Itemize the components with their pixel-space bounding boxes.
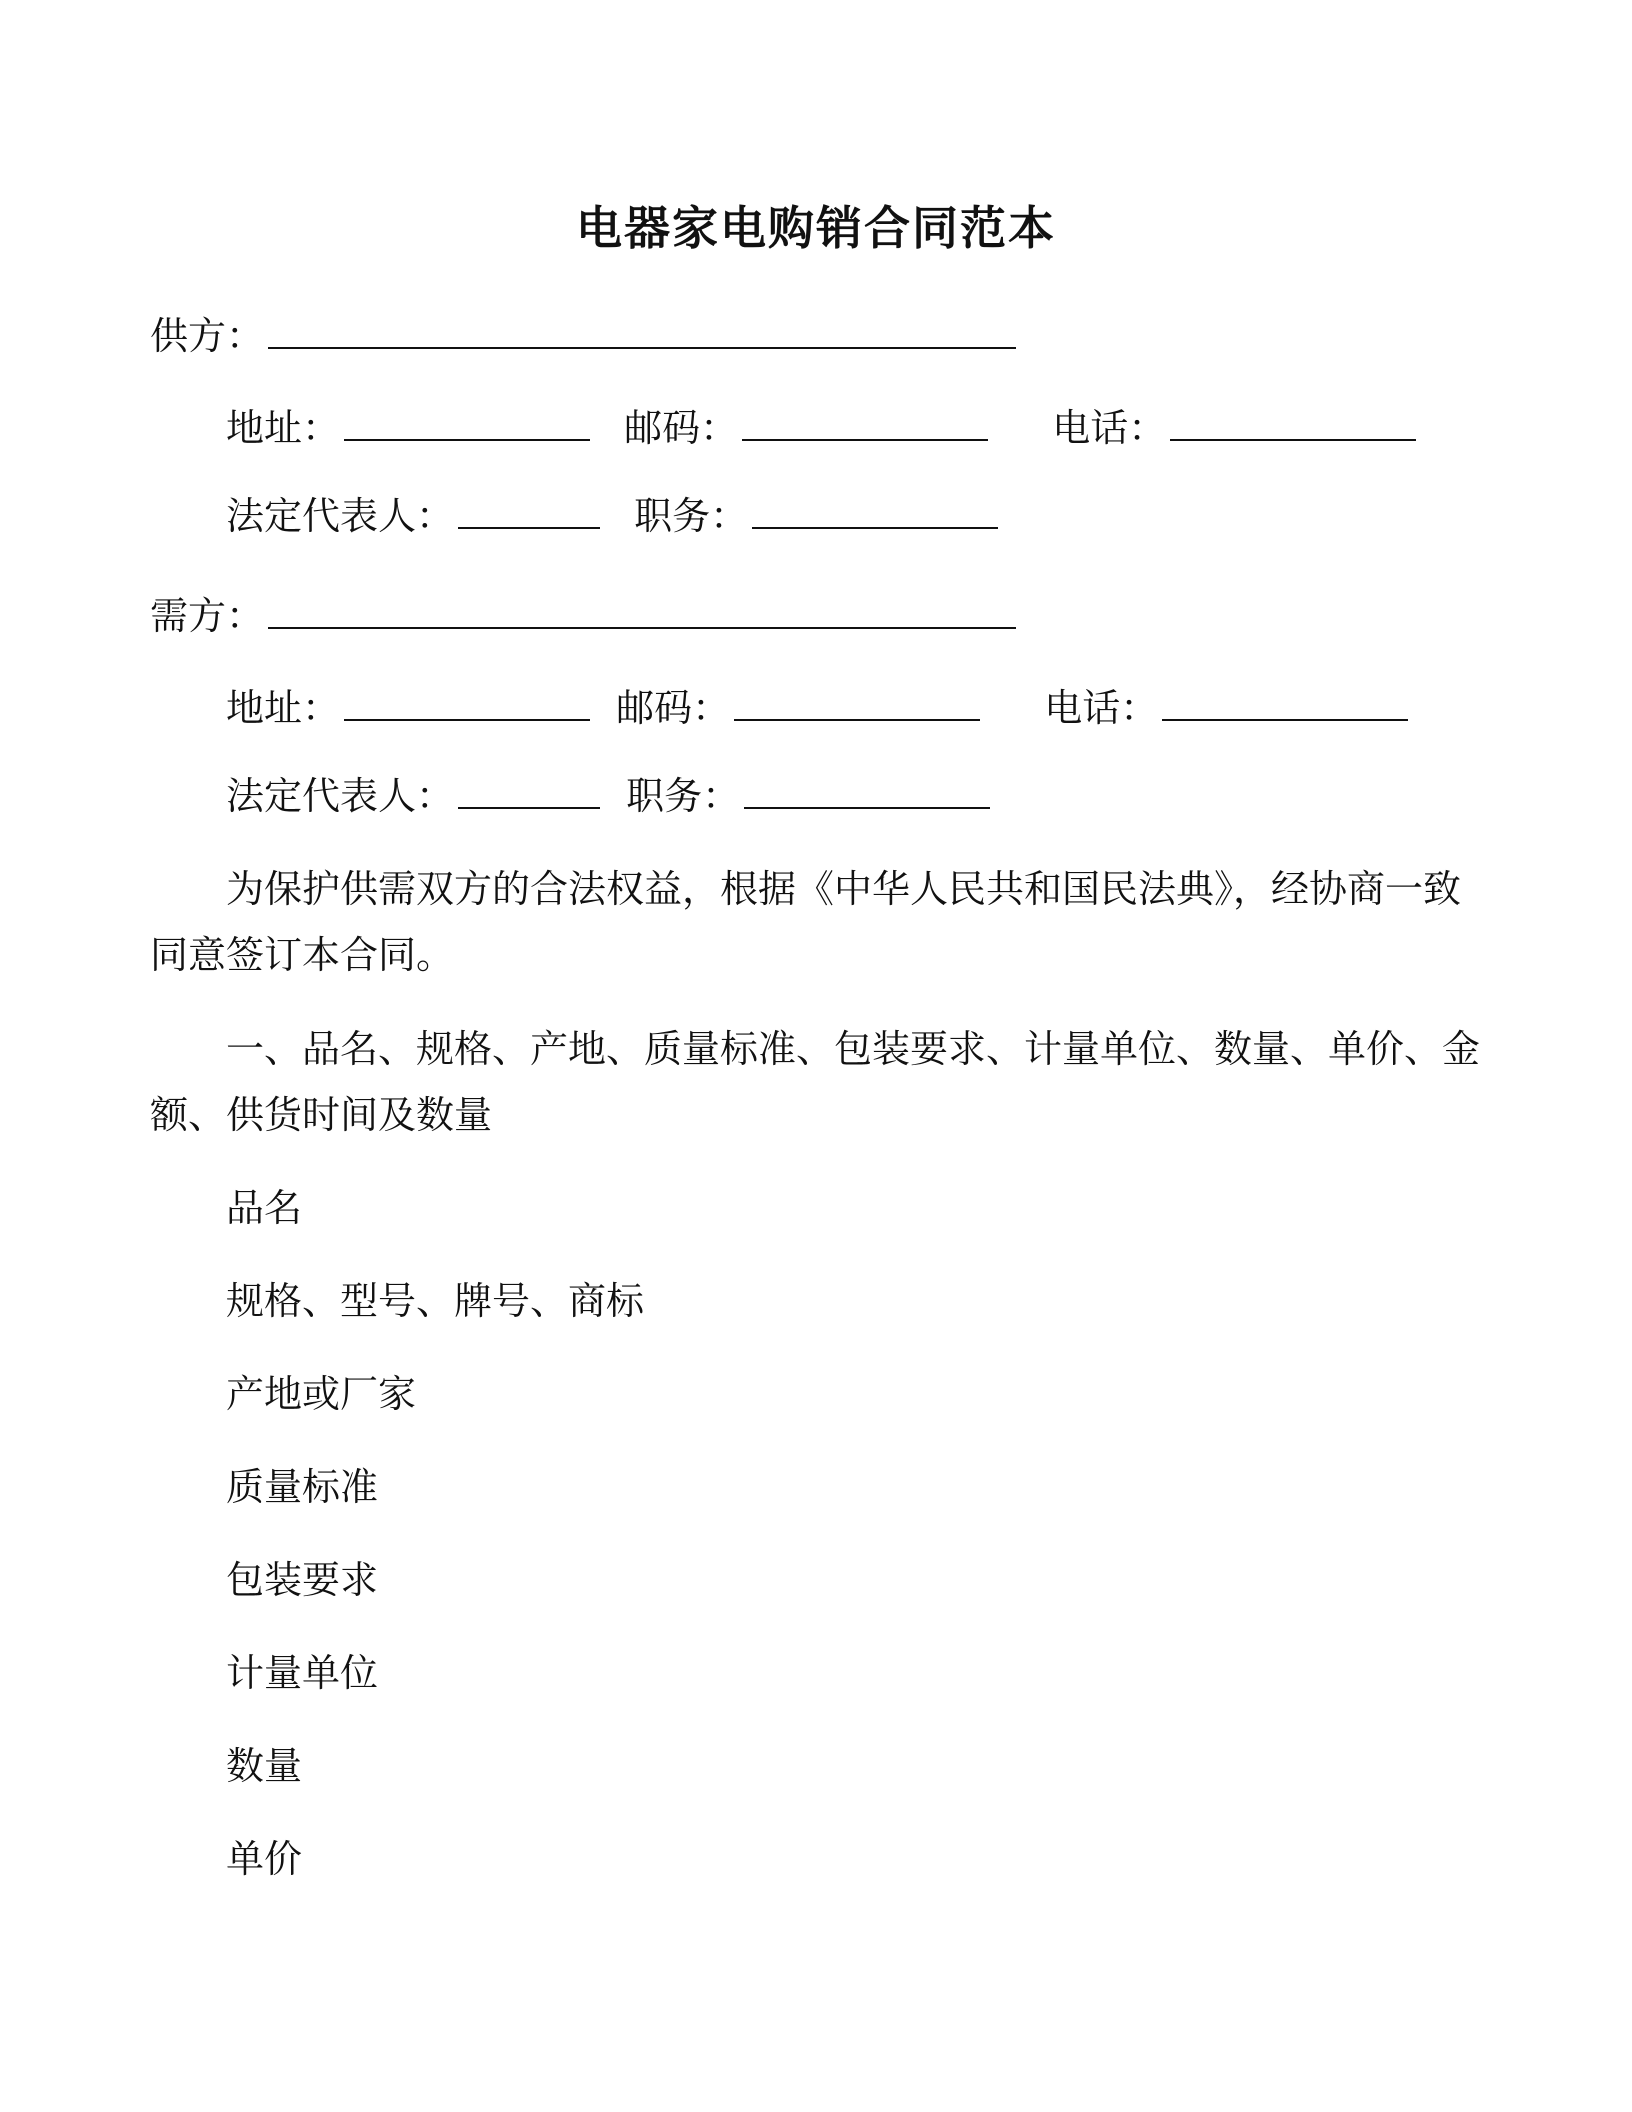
supplier-phone-blank[interactable] <box>1170 409 1416 441</box>
supplier-phone-field <box>1052 404 1416 452</box>
section-1-heading: 一、品名、规格、产地、质量标准、包装要求、计量单位、数量、单价、金额、供货时间及数量 <box>150 1027 1481 1137</box>
supplier-rep-field <box>226 492 600 540</box>
buyer-phone-blank[interactable] <box>1162 689 1408 721</box>
supplier-postcode-field <box>624 404 988 452</box>
buyer-postcode-label: 邮码： <box>616 686 731 730</box>
supplier-rep-blank[interactable] <box>458 497 600 529</box>
buyer-rep-line <box>226 772 1012 820</box>
buyer-name-blank[interactable] <box>268 597 1016 629</box>
buyer-rep-blank[interactable] <box>458 777 600 809</box>
supplier-contact-line <box>226 404 1438 452</box>
supplier-position-field <box>634 492 998 540</box>
supplier-rep-label: 法定代表人： <box>226 494 455 538</box>
item-origin: 产地或厂家 <box>226 1372 417 1416</box>
buyer-contact-line <box>226 684 1430 732</box>
buyer-position-field <box>626 772 990 820</box>
supplier-postcode-label: 邮码： <box>624 406 739 450</box>
document-title: 电器家电购销合同范本 <box>576 201 1056 255</box>
item-unit: 计量单位 <box>226 1651 379 1695</box>
buyer-address-blank[interactable] <box>344 689 590 721</box>
buyer-position-blank[interactable] <box>744 777 990 809</box>
buyer-address-label: 地址： <box>226 686 341 730</box>
supplier-rep-line <box>226 492 1020 540</box>
buyer-postcode-field <box>616 684 980 732</box>
buyer-rep-field <box>226 772 600 820</box>
buyer-postcode-blank[interactable] <box>734 689 980 721</box>
supplier-address-blank[interactable] <box>344 409 590 441</box>
item-unit-price: 单价 <box>226 1837 303 1881</box>
buyer-address-field <box>226 684 590 732</box>
supplier-position-label: 职务： <box>634 494 749 538</box>
supplier-position-blank[interactable] <box>752 497 998 529</box>
item-quality: 质量标准 <box>226 1465 379 1509</box>
supplier-name-blank[interactable] <box>268 317 1016 349</box>
buyer-label: 需方： <box>150 594 265 638</box>
item-spec: 规格、型号、牌号、商标 <box>226 1279 645 1323</box>
buyer-position-label: 职务： <box>626 774 741 818</box>
item-quantity: 数量 <box>226 1744 303 1788</box>
item-product-name: 品名 <box>226 1186 303 1230</box>
buyer-phone-label: 电话： <box>1044 686 1159 730</box>
supplier-phone-label: 电话： <box>1052 406 1167 450</box>
supplier-address-field <box>226 404 590 452</box>
supplier-address-label: 地址： <box>226 406 341 450</box>
supplier-line <box>150 312 1016 360</box>
supplier-label: 供方： <box>150 314 265 358</box>
buyer-phone-field <box>1044 684 1408 732</box>
preamble-paragraph: 为保护供需双方的合法权益，根据《中华人民共和国民法典》，经协商一致同意签订本合同。 <box>150 867 1462 977</box>
buyer-rep-label: 法定代表人： <box>226 774 455 818</box>
buyer-line <box>150 592 1016 640</box>
supplier-postcode-blank[interactable] <box>742 409 988 441</box>
item-packaging: 包装要求 <box>226 1558 379 1602</box>
